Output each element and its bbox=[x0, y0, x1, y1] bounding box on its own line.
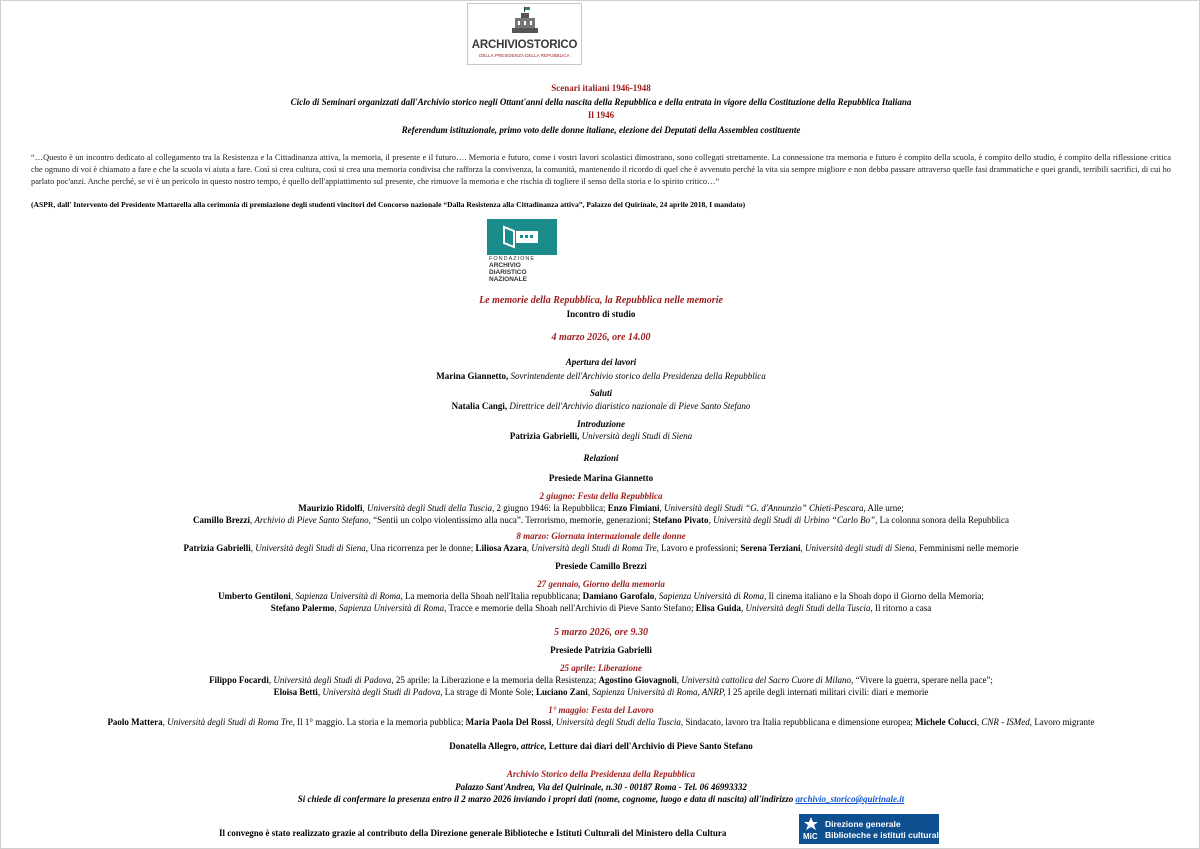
fondazione-line2: ARCHIVIO bbox=[489, 262, 521, 269]
mic-label: MiC bbox=[803, 832, 818, 841]
mic-line1: Direzione generale bbox=[825, 819, 901, 829]
session3-title: 27 gennaio, Giorno della memoria bbox=[537, 579, 665, 589]
day2-date: 5 marzo 2026, ore 9.30 bbox=[554, 627, 648, 638]
reading-line: Donatella Allegro, attrice, Letture dai diari dell'Archivio di Pieve Santo Stefano bbox=[449, 741, 753, 751]
session5-title: 1° maggio: Festa del Lavoro bbox=[548, 705, 654, 715]
fondazione-line4: NAZIONALE bbox=[489, 276, 527, 283]
day1-date: 4 marzo 2026, ore 14.00 bbox=[551, 332, 651, 343]
footer-address: Palazzo Sant'Andrea, Via del Quirinale, n.30 - 00187 Roma - Tel. 06 46993332 bbox=[455, 782, 747, 792]
session2-title: 8 marzo: Giornata internazionale delle donne bbox=[516, 531, 686, 541]
presiede-1: Presiede Marina Giannetto bbox=[548, 473, 654, 483]
book-window-icon bbox=[502, 225, 542, 249]
mattarella-quote: “…Questo è un incontro dedicato al collegamento tra la Resistenza e la Cittadinanza attiva, la memoria, il presente e il futuro…. Memoria e futuro, come i vostri lavori scolastici dimostrano, sono collegati strettamente. La connessione tra memoria e futuro è compito della scuola, è compito dello studio, è compito della riflessione critica che ognuno di voi è chiamato a fare e che la scuola vi aiuta a fare. Così si crea cultura, così si crea una memoria condivisa che rafforza la convivenza, la comunità, mantenendo il ricordo di quel che è avvenuto perché la vita sia sempre migliore e non debba passare attraverso quelle fasi drammatiche e quei grandi, terribili sacrifici, di cui ho parlato poc'anzi. Anche perché, se vi è un pericolo in questo nostro tempo, è quello dell'appiattimento sul presente, che rimuove la memoria e che rischia di togliere il senso della storia e lo spirito critico…” bbox=[31, 153, 1171, 186]
session4-title: 25 aprile: Liberazione bbox=[560, 663, 642, 673]
footer-rsvp: Si chiede di confermare la presenza entro il 2 marzo 2026 inviando i propri dati (nome, cognome, luogo e data di nascita) all'indirizzo archivio_storico@quirinale.it bbox=[297, 794, 905, 804]
event-type: Incontro di studio bbox=[566, 309, 636, 319]
seminar-topic: Referendum istituzionale, primo voto delle donne italiane, elezione dei Deputati della Assemblea costituente bbox=[401, 125, 801, 135]
email-link[interactable]: archivio_storico@quirinale.it bbox=[795, 794, 905, 804]
footer-org: Archivio Storico della Presidenza della Repubblica bbox=[506, 769, 696, 779]
mic-star-icon bbox=[803, 816, 819, 832]
apertura-label: Apertura dei lavori bbox=[565, 357, 637, 367]
quote-citation: (ASPR, dall' Intervento del Presidente Mattarella alla cerimonia di premiazione degli studenti vincitori del Concorso nazionale “Dalla Resistenza alla Cittadinanza attiva”, Palazzo del Quirinale, 24 aprile 2018, I mandato) bbox=[31, 200, 746, 209]
session1-title: 2 giugno: Festa della Repubblica bbox=[539, 491, 663, 501]
presiede-3: Presiede Patrizia Gabrielli bbox=[550, 645, 652, 655]
session3-line2: Stefano Palermo, Sapienza Università di Roma, Tracce e memorie della Shoah nell'Archivio di Pieve Santo Stefano; Elisa Guida, Università degli Studi della Tuscia, Il ritorno a casa bbox=[270, 603, 932, 613]
fondazione-logo-block bbox=[487, 219, 557, 255]
archivio-storico-logo bbox=[467, 3, 582, 65]
fondazione-logo bbox=[487, 219, 559, 281]
fondazione-line1: FONDAZIONE bbox=[489, 256, 536, 262]
mic-line2: Biblioteche e istituti culturali bbox=[825, 830, 942, 840]
presiede-2: Presiede Camillo Brezzi bbox=[555, 561, 647, 571]
session1-line1: Maurizio Ridolfi, Università degli Studi della Tuscia, 2 giugno 1946: la Repubblica; Enzo Fimiani, Università degli Studi “G. d'Annunzio” Chieti-Pescara, Alle urne; bbox=[298, 503, 904, 513]
session1-line2: Camillo Brezzi, Archivio di Pieve Santo Stefano, “Sentii un colpo violentissimo alla nuca”. Terrorismo, memorie, generazioni; Stefano Pivato, Università degli Studi di Urbino “Carlo Bo”, La colonna sonora della Repubblica bbox=[192, 515, 1010, 525]
quirinale-palace-icon bbox=[510, 7, 540, 35]
saluti-line: Natalia Cangi, Direttrice dell'Archivio diaristico nazionale di Pieve Santo Stefano bbox=[451, 401, 751, 411]
footer-credit: Il convegno è stato realizzato grazie al contributo della Direzione generale Biblioteche e Istituti Culturali del Ministero della Cultura bbox=[219, 828, 727, 838]
saluti-label: Saluti bbox=[589, 388, 612, 398]
session5-line1: Paolo Mattera, Università degli Studi di Roma Tre, Il 1° maggio. La storia e la memoria pubblica; Maria Paola Del Rossi, Università degli Studi della Tuscia, Sindacato, lavoro tra Italia repubblicana e dimensione europea; Michele Colucci, CNR - ISMed, Lavoro migrante bbox=[107, 717, 1095, 727]
series-title: Scenari italiani 1946-1948 bbox=[551, 83, 651, 93]
intro-line: Patrizia Gabrielli, Università degli Studi di Siena bbox=[509, 431, 693, 441]
seminar-year: Il 1946 bbox=[587, 110, 615, 120]
session4-line1: Filippo Focardi, Università degli Studi di Padova, 25 aprile: la Liberazione e la memoria della Resistenza; Agostino Giovagnoli, Università cattolica del Sacro Cuore di Milano, “Vivere la guerra, sperare nella pace”; bbox=[209, 675, 993, 685]
event-title: Le memorie della Repubblica, la Repubblica nelle memorie bbox=[479, 295, 723, 306]
session2-line1: Patrizia Gabrielli, Università degli Studi di Siena, Una ricorrenza per le donne; Liliosa Azara, Università degli Studi di Roma Tre, Lavoro e professioni; Serena Terziani, Università degli studi di Siena, Femminismi nelle memorie bbox=[183, 543, 1019, 553]
apertura-line: Marina Giannetto, Sovrintendente dell'Archivio storico della Presidenza della Repubblica bbox=[436, 371, 766, 381]
session4-line2: Eloisa Betti, Università degli Studi di Padova, La strage di Monte Sole; Luciano Zani, Sapienza Università di Roma, ANRP, I 25 aprile degli internati militari civili: diari e memorie bbox=[273, 687, 929, 697]
intro-label: Introduzione bbox=[576, 419, 626, 429]
series-subtitle: Ciclo di Seminari organizzati dall'Archivio storico negli Ottant'anni della nascita della Repubblica e della entrata in vigore della Costituzione della Repubblica Italiana bbox=[290, 97, 912, 107]
session3-line1: Umberto Gentiloni, Sapienza Università di Roma, La memoria della Shoah nell'Italia repubblicana; Damiano Garofalo, Sapienza Università di Roma, Il cinema italiano e la Shoah dopo il Giorno della Memoria; bbox=[218, 591, 984, 601]
mic-logo bbox=[799, 814, 942, 844]
fondazione-line3: DIARISTICO bbox=[489, 269, 527, 276]
archivio-logo-line1: ARCHIVIOSTORICO bbox=[471, 39, 578, 51]
archivio-logo-line2: DELLA PRESIDENZA DELLA REPUBBLICA bbox=[479, 53, 570, 58]
relazioni-label: Relazioni bbox=[583, 453, 619, 463]
